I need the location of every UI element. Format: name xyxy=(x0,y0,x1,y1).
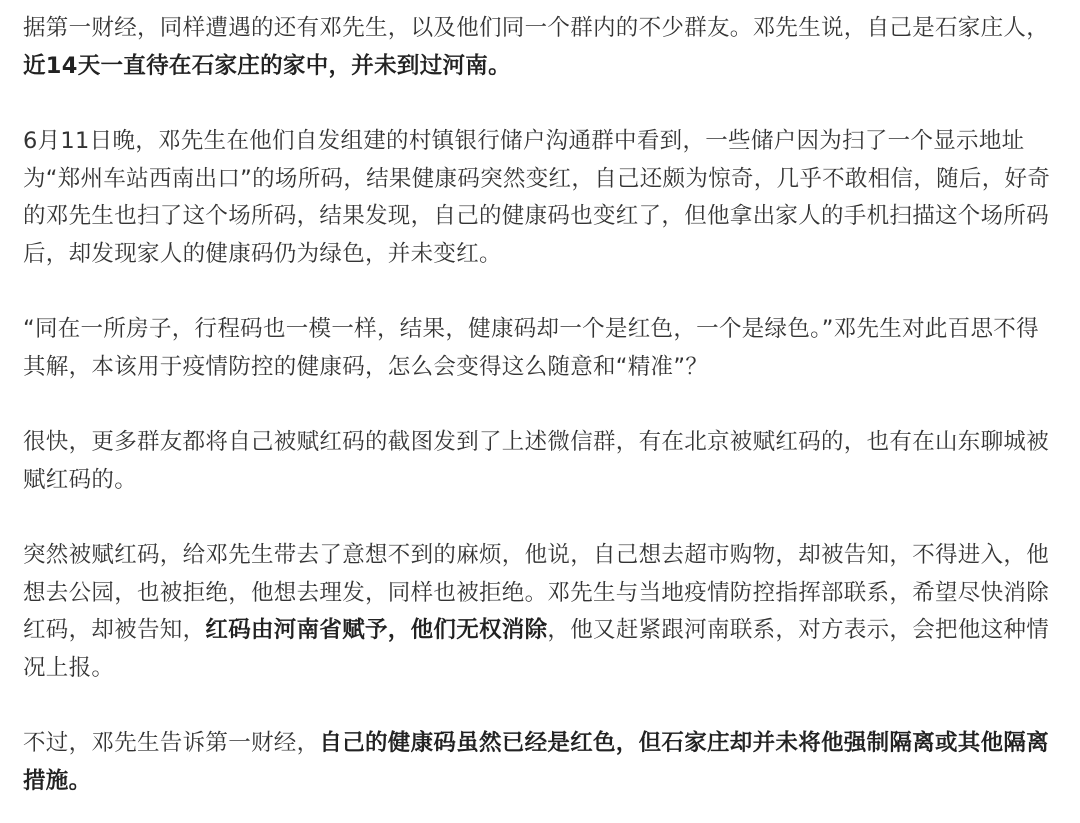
paragraph-bold-text: 近14天一直待在石家庄的家中，并未到过河南。 xyxy=(23,52,511,79)
paragraph-text: 6月11日晚，邓先生在他们自发组建的村镇银行储户沟通群中看到，一些储户因为扫了一个显示地址为“郑州车站西南出口”的场所码，结果健康码突然变红，自己还颇为惊奇，几乎不敢相信，随后，好奇的邓先生也扫了这个场所码，结果发现，自己的健康码也变红了，但他拿出家人的手机扫描这个场所码后，却发现家人的健康码仍为绿色，并未变红。 xyxy=(23,128,1051,267)
paragraph-4 xyxy=(23,424,1058,499)
paragraph-bold-text: 自己的健康码虽然已经是红色，但石家庄却并未将他强制隔离或其他隔离措施。 xyxy=(23,730,1050,794)
paragraph-5 xyxy=(23,537,1058,687)
paragraph-text: “同在一所房子，行程码也一模一样，结果，健康码却一个是红色，一个是绿色。”邓先生对此百思不得其解，本该用于疫情防控的健康码，怎么会变得这么随意和“精准”？ xyxy=(23,316,1039,380)
paragraph-2 xyxy=(23,123,1058,273)
paragraph-text: 很快，更多群友都将自己被赋红码的截图发到了上述微信群，有在北京被赋红码的，也有在山东聊城被赋红码的。 xyxy=(23,429,1050,493)
paragraph-bold-text: 红码由河南省赋予，他们无权消除 xyxy=(205,617,548,643)
paragraph-text: ，他又赶紧跟河南联系，对方表示，会把他这种情况上报。 xyxy=(23,617,1050,681)
paragraph-text: 突然被赋红码，给邓先生带去了意想不到的麻烦，他说，自己想去超市购物，却被告知，不得进入，他想去公园，也被拒绝，他想去理发，同样也被拒绝。邓先生与当地疫情防控指挥部联系，希望尽快消除红码，却被告知， xyxy=(23,542,1050,643)
paragraph-3 xyxy=(23,311,1058,386)
paragraph-6 xyxy=(23,725,1058,800)
paragraph-text: 不过，邓先生告诉第一财经， xyxy=(23,730,320,756)
paragraph-1 xyxy=(23,10,1058,85)
paragraph-text: 据第一财经，同样遭遇的还有邓先生，以及他们同一个群内的不少群友。邓先生说，自己是石家庄人， xyxy=(23,15,1050,41)
